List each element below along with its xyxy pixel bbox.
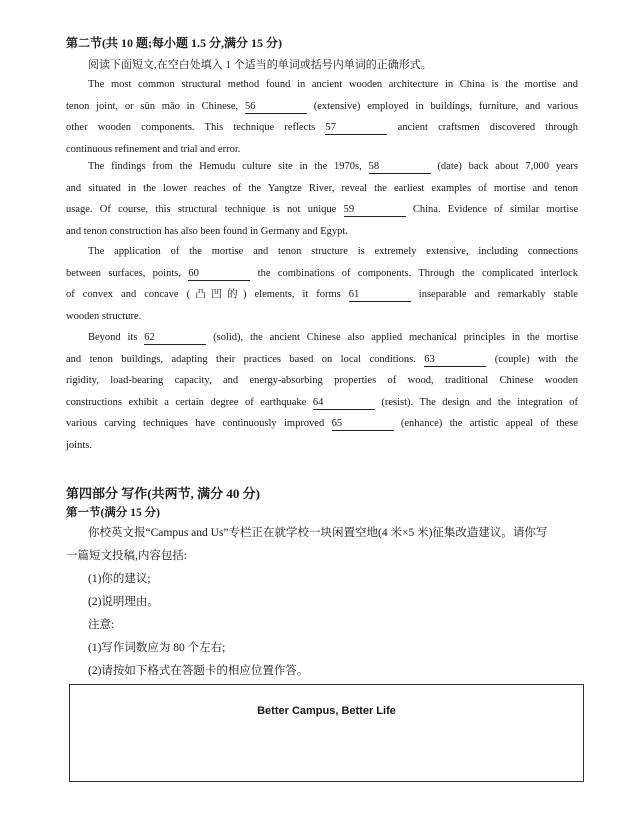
writing-prompt-line: (2)请按如下格式在答题卡的相应位置作答。 [88,665,309,677]
section-2-title: 第二节(共 10 题;每小题 1.5 分,满分 15 分) [66,36,282,50]
passage-line: rigidity, load-bearing capacity, and energy-absorbing properties of wood, traditional Chinese wooden [66,375,578,386]
passage-line: wooden structure. [66,310,142,322]
passage-line: usage. Of course, this structural technique is not unique 59 China. Evidence of similar mortise [66,204,579,215]
passage-line: constructions exhibit a certain degree of earthquake 64 (resist). The design and the integration of [66,396,579,408]
writing-prompt-line: (1)你的建议; [88,573,151,585]
passage-paragraph-4 [66,327,578,456]
blank-57[interactable]: 57 [325,121,387,135]
passage-line: other wooden components. This technique reflects 57 ancient craftsmen discovered through [66,122,579,133]
passage-line: The application of the mortise and tenon structure is extremely extensive, including connections [88,246,578,257]
passage-line: The most common structural method found in ancient wooden architecture in China is the mortise and [88,79,578,90]
passage-line: joints. [66,439,92,451]
passage-line: and situated in the lower reaches of the Yangtze River, reveal the earliest examples of mortise and tenon [66,182,578,194]
section-2-instruction: 阅读下面短文,在空白处填入 1 个适当的单词或括号内单词的正确形式。 [88,59,432,71]
part-4-title: 第四部分 写作(共两节, 满分 40 分) [66,486,260,501]
blank-65[interactable]: 65 [332,417,394,431]
writing-prompt-line: 注意: [88,619,115,631]
passage-line: and tenon construction has also been found in Germany and Egypt. [66,225,348,237]
blank-62[interactable]: 62 [144,331,206,345]
writing-prompt-line: 一篇短文投稿,内容包括: [66,550,188,562]
blank-64[interactable]: 64 [313,396,375,410]
passage-paragraph-2 [66,156,578,242]
writing-prompt-line: (2)说明理由。 [88,596,159,608]
blank-60[interactable]: 60 [188,267,250,281]
answer-box-title: Better Campus, Better Life [257,705,396,717]
blank-61[interactable]: 61 [349,288,411,302]
blank-56[interactable]: 56 [245,100,307,114]
passage-line: and tenon buildings, adapting their practices based on local conditions. 63 (couple) with the [66,353,579,365]
passage-line: Beyond its 62 (solid), the ancient Chinese also applied mechanical principles in the mortise [88,332,579,343]
blank-63[interactable]: 63 [424,353,486,367]
passage-paragraph-1 [66,74,578,160]
blank-59[interactable]: 59 [344,203,406,217]
writing-prompt-line: 你校英文报“Campus and Us”专栏正在就学校一块闲置空地(4 米×5 米)征集改造建议。请你写 [88,527,548,539]
answer-box[interactable] [69,684,584,782]
passage-line: of convex and concave (凸凹的) elements, it forms 61 inseparable and remarkably stable [66,289,579,300]
writing-prompt-line: (1)写作词数应为 80 个左右; [88,642,226,654]
passage-line: The findings from the Hemudu culture site in the 1970s, 58 (date) back about 7,000 years [88,161,579,172]
blank-58[interactable]: 58 [369,160,431,174]
passage-line: various carving techniques have continuously improved 65 (enhance) the artistic appeal of these [66,418,579,429]
passage-line: tenon joint, or sǔn mǎo in Chinese, 56 (extensive) employed in buildings, furniture, and various [66,100,578,112]
part-4-section-1-title: 第一节(满分 15 分) [66,507,160,519]
passage-paragraph-3 [66,241,578,327]
passage-line: continuous refinement and trial and error. [66,143,241,155]
passage-line: between surfaces, points, 60 the combinations of components. Through the complicated interlock [66,267,578,279]
